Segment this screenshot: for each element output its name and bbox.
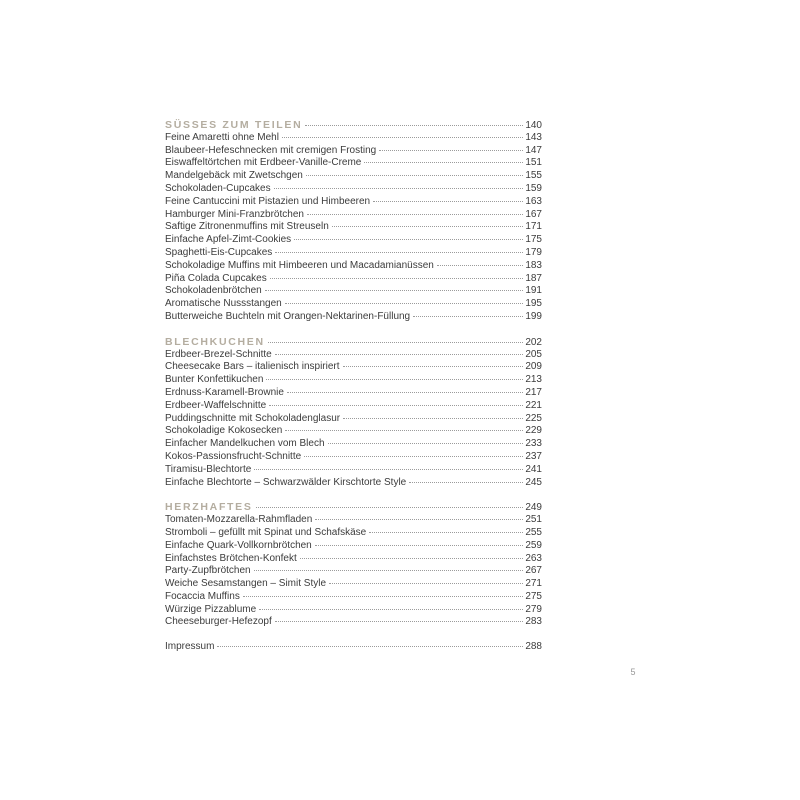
toc-page-number: 225 [525, 412, 542, 424]
toc-entry-title: Stromboli – gefüllt mit Spinat und Schafskäse [165, 526, 367, 538]
toc-entry [165, 361, 542, 374]
toc-entry [165, 298, 542, 311]
toc-page-number: 229 [525, 425, 542, 437]
toc-entry [165, 234, 542, 247]
toc-entry-title: Einfache Quark-Vollkornbrötchen [165, 539, 312, 551]
toc-page-number: 209 [525, 361, 542, 373]
toc-entry [165, 425, 542, 438]
toc-page-number: 283 [525, 616, 542, 628]
toc-page-number: 179 [525, 246, 542, 258]
toc-page-number: 143 [525, 131, 542, 143]
toc-entry [165, 209, 542, 222]
toc-entry-title: Weiche Sesamstangen – Simit Style [165, 578, 327, 590]
toc-page-number: 195 [525, 298, 542, 310]
toc-entry-title: Einfache Apfel-Zimt-Cookies [165, 234, 292, 246]
dotted-leader [315, 519, 523, 520]
toc-entry [165, 400, 542, 413]
dotted-leader [306, 175, 523, 176]
toc-entry [165, 604, 542, 617]
page-number: 5 [630, 667, 636, 677]
dotted-leader [275, 252, 523, 253]
toc-page-number: 155 [525, 170, 542, 182]
toc-page-number: 213 [525, 374, 542, 386]
dotted-leader [282, 137, 523, 138]
dotted-leader [315, 545, 524, 546]
toc-page-number: 241 [525, 463, 542, 475]
toc-entry-title: Einfachstes Brötchen-Konfekt [165, 552, 297, 564]
dotted-leader [328, 443, 524, 444]
dotted-leader [413, 316, 523, 317]
dotted-leader [275, 354, 524, 355]
toc-entry-title: Cheeseburger-Hefezopf [165, 616, 272, 628]
toc-entry [165, 578, 542, 591]
toc-entry [165, 477, 542, 490]
dotted-leader [243, 596, 523, 597]
toc-entry [165, 285, 542, 298]
toc-entry [165, 247, 542, 260]
toc-entry [165, 451, 542, 464]
toc-entry-title: Kokos-Passionsfrucht-Schnitte [165, 450, 302, 462]
toc-entry [165, 464, 542, 477]
toc-page-number: 187 [525, 272, 542, 284]
toc-page-number: 245 [525, 476, 542, 488]
toc-page-number: 199 [525, 310, 542, 322]
toc-entry-title: Erdbeer-Waffelschnitte [165, 399, 267, 411]
toc-entry [165, 349, 542, 362]
toc-entry-title: Schokoladenbrötchen [165, 285, 262, 297]
dotted-leader [269, 405, 523, 406]
dotted-leader [259, 609, 523, 610]
toc-entry-title: Einfache Blechtorte – Schwarzwälder Kirschtorte Style [165, 476, 407, 488]
dotted-leader [254, 469, 523, 470]
toc-entry-title: Impressum [165, 641, 215, 653]
toc-page-number: 191 [525, 285, 542, 297]
toc-entry-impressum [165, 641, 542, 654]
toc-section-heading [165, 501, 542, 514]
toc-page-number: 263 [525, 552, 542, 564]
dotted-leader [369, 532, 523, 533]
toc-page-number: 271 [525, 578, 542, 590]
dotted-leader [265, 290, 524, 291]
toc-entry-title: Eiswaffeltörtchen mit Erdbeer-Vanille-Creme [165, 157, 362, 169]
toc-page-number: 163 [525, 195, 542, 207]
dotted-leader [437, 265, 523, 266]
toc-page-number: 288 [525, 641, 542, 653]
toc-entry-title: Tomaten-Mozzarella-Rahmfladen [165, 514, 313, 526]
toc-page-number: 202 [525, 336, 542, 348]
toc-entry [165, 221, 542, 234]
toc-entry-title: Einfacher Mandelkuchen vom Blech [165, 438, 325, 450]
toc-page-number: 237 [525, 450, 542, 462]
section-gap [165, 324, 542, 336]
toc-entry-title: Schokoladige Kokosecken [165, 425, 283, 437]
toc-entry [165, 183, 542, 196]
toc-entry-title: Puddingschnitte mit Schokoladenglasur [165, 412, 341, 424]
toc-entry-title: Saftige Zitronenmuffins mit Streuseln [165, 221, 329, 233]
table-of-contents [165, 119, 542, 654]
toc-page-number: 251 [525, 514, 542, 526]
dotted-leader [268, 342, 524, 343]
toc-page-number: 167 [525, 208, 542, 220]
dotted-leader [332, 226, 524, 227]
toc-page-number: 147 [525, 144, 542, 156]
dotted-leader [300, 558, 524, 559]
toc-entry [165, 565, 542, 578]
toc-entry-title: Cheesecake Bars – italienisch inspiriert [165, 361, 340, 373]
toc-entry-title: Erdnuss-Karamell-Brownie [165, 386, 284, 398]
toc-entry-title: Piña Colada Cupcakes [165, 272, 267, 284]
toc-page-number: 249 [525, 502, 542, 514]
toc-entry [165, 311, 542, 324]
section-gap [165, 629, 542, 641]
dotted-leader [287, 392, 523, 393]
dotted-leader [275, 621, 524, 622]
dotted-leader [256, 507, 524, 508]
toc-entry [165, 374, 542, 387]
toc-page-number: 151 [525, 157, 542, 169]
toc-entry [165, 387, 542, 400]
toc-entry [165, 438, 542, 451]
toc-entry [165, 616, 542, 629]
toc-page-number: 183 [525, 259, 542, 271]
section-gap [165, 489, 542, 501]
toc-entry-title: Erdbeer-Brezel-Schnitte [165, 348, 272, 360]
toc-entry [165, 132, 542, 145]
toc-entry [165, 170, 542, 183]
toc-section-heading [165, 119, 542, 132]
toc-entry [165, 413, 542, 426]
toc-entry-title: Feine Cantuccini mit Pistazien und Himbeeren [165, 195, 371, 207]
dotted-leader [217, 646, 523, 647]
toc-section-title: SÜSSES ZUM TEILEN [165, 119, 303, 131]
toc-page-number: 255 [525, 526, 542, 538]
dotted-leader [329, 583, 523, 584]
dotted-leader [274, 188, 524, 189]
dotted-leader [254, 570, 524, 571]
toc-entry-title: Blaubeer-Hefeschnecken mit cremigen Frosting [165, 144, 377, 156]
toc-entry-title: Würzige Pizzablume [165, 603, 257, 615]
dotted-leader [285, 303, 524, 304]
toc-entry-title: Mandelgebäck mit Zwetschgen [165, 170, 303, 182]
toc-entry [165, 196, 542, 209]
toc-page-number: 171 [525, 221, 542, 233]
dotted-leader [343, 418, 523, 419]
toc-page-number: 175 [525, 234, 542, 246]
toc-entry [165, 591, 542, 604]
toc-entry-title: Aromatische Nussstangen [165, 298, 282, 310]
toc-entry [165, 527, 542, 540]
toc-entry-title: Party-Zupfbrötchen [165, 565, 251, 577]
toc-page-number: 221 [525, 399, 542, 411]
toc-entry-title: Feine Amaretti ohne Mehl [165, 131, 279, 143]
dotted-leader [409, 482, 523, 483]
toc-entry-title: Hamburger Mini-Franzbrötchen [165, 208, 304, 220]
dotted-leader [304, 456, 523, 457]
toc-page-number: 275 [525, 590, 542, 602]
dotted-leader [364, 162, 523, 163]
toc-entry-title: Schokoladige Muffins mit Himbeeren und Macadamianüssen [165, 259, 434, 271]
toc-entry-title: Tiramisu-Blechtorte [165, 463, 252, 475]
dotted-leader [343, 366, 524, 367]
toc-page-number: 233 [525, 438, 542, 450]
toc-entry [165, 273, 542, 286]
toc-entry-title: Focaccia Muffins [165, 590, 240, 602]
toc-entry [165, 260, 542, 273]
toc-page-number: 259 [525, 539, 542, 551]
dotted-leader [305, 125, 523, 126]
dotted-leader [307, 214, 523, 215]
toc-entry [165, 553, 542, 566]
toc-entry [165, 540, 542, 553]
toc-page-number: 159 [525, 182, 542, 194]
toc-page-number: 205 [525, 348, 542, 360]
dotted-leader [379, 150, 523, 151]
toc-entry-title: Bunter Konfettikuchen [165, 374, 264, 386]
dotted-leader [373, 201, 523, 202]
toc-entry [165, 157, 542, 170]
toc-page-number: 267 [525, 565, 542, 577]
dotted-leader [285, 430, 523, 431]
dotted-leader [270, 278, 524, 279]
toc-entry-title: Spaghetti-Eis-Cupcakes [165, 246, 273, 258]
toc-entry-title: Butterweiche Buchteln mit Orangen-Nektarinen-Füllung [165, 310, 411, 322]
toc-page-number: 279 [525, 603, 542, 615]
toc-entry [165, 145, 542, 158]
toc-page-number: 217 [525, 386, 542, 398]
toc-section-heading [165, 336, 542, 349]
toc-entry-title: Schokoladen-Cupcakes [165, 182, 271, 194]
dotted-leader [266, 379, 523, 380]
toc-section-title: BLECHKUCHEN [165, 335, 265, 348]
toc-section-title: HERZHAFTES [165, 501, 253, 514]
dotted-leader [294, 239, 523, 240]
toc-entry [165, 514, 542, 527]
toc-page-number: 140 [525, 120, 542, 131]
